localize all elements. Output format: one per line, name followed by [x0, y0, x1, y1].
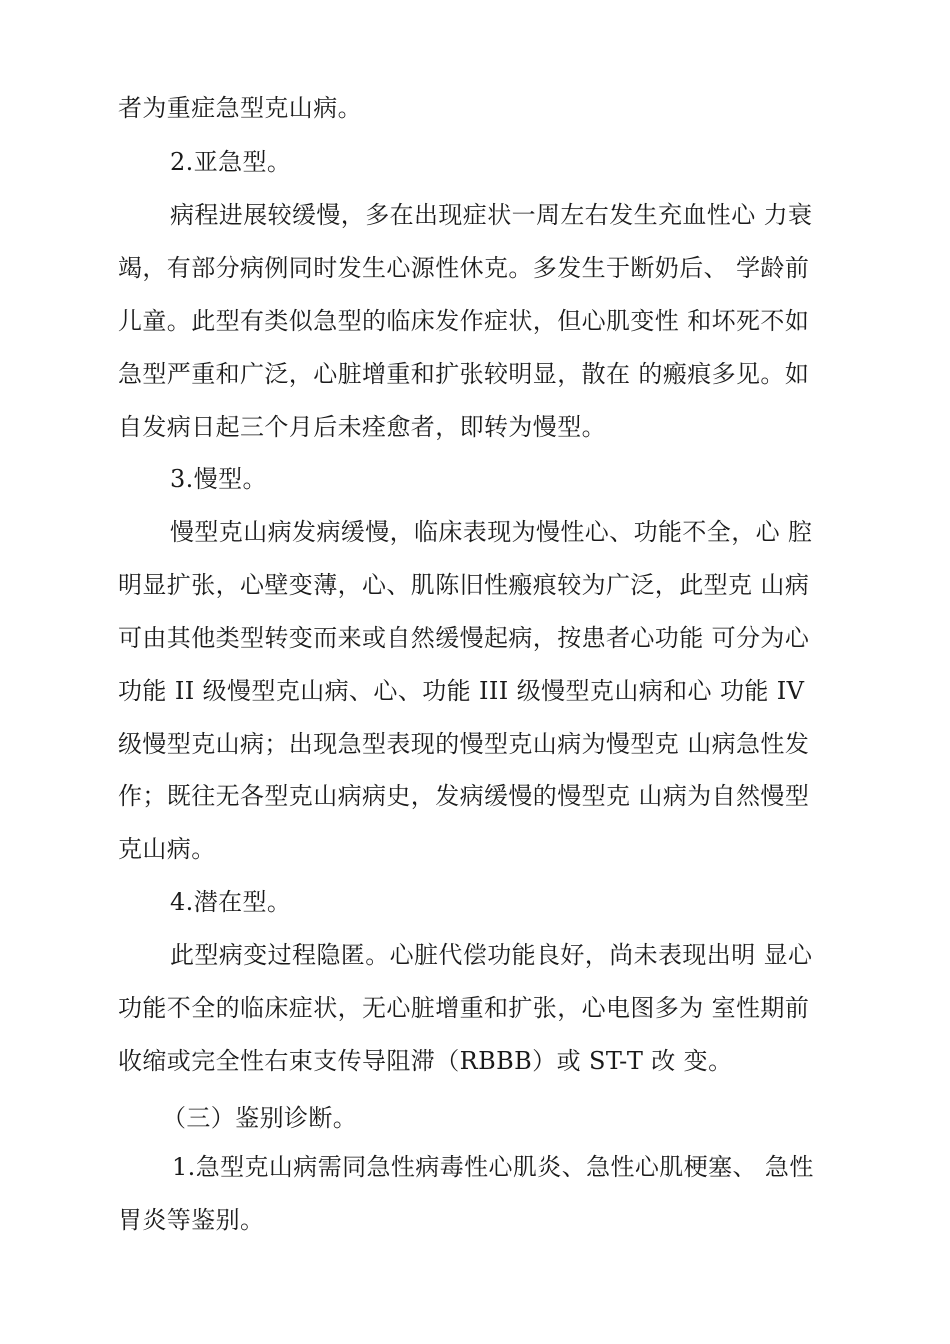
text-line: 急型严重和广泛，心脏增重和扩张较明显，散在 的瘢痕多见。如 — [118, 360, 810, 388]
text-line: 级慢型克山病；出现急型表现的慢型克山病为慢型克 山病急性发 — [118, 730, 810, 758]
text-line: 儿童。此型有类似急型的临床发作症状，但心肌变性 和坏死不如 — [118, 307, 810, 335]
section-heading: 3.慢型。 — [170, 465, 267, 493]
text-line: 胃炎等鉴别。 — [118, 1206, 265, 1234]
text-line: 此型病变过程隐匿。心脏代偿功能良好，尚未表现出明 显心 — [170, 941, 813, 969]
text-line: 自发病日起三个月后未痊愈者，即转为慢型。 — [118, 413, 606, 441]
text-line: 者为重症急型克山病。 — [118, 94, 362, 122]
text-line: 可由其他类型转变而来或自然缓慢起病，按患者心功能 可分为心 — [118, 624, 810, 652]
text-line: 病程进展较缓慢，多在出现症状一周左右发生充血性心 力衰 — [170, 201, 813, 229]
text-line: 功能不全的临床症状，无心脏增重和扩张，心电图多为 室性期前 — [118, 994, 810, 1022]
text-line: 作；既往无各型克山病病史，发病缓慢的慢型克 山病为自然慢型 — [118, 782, 810, 810]
text-line: 慢型克山病发病缓慢，临床表现为慢性心、功能不全，心 腔 — [170, 518, 813, 546]
text-line: 克山病。 — [118, 835, 216, 863]
text-line: 收缩或完全性右束支传导阻滞（RBBB）或 ST-T 改 变。 — [118, 1047, 733, 1075]
section-heading: 4.潜在型。 — [170, 888, 292, 916]
text-line: 1.急型克山病需同急性病毒性心肌炎、急性心肌梗塞、 急性 — [172, 1153, 814, 1181]
text-line: 竭，有部分病例同时发生心源性休克。多发生于断奶后、 学龄前 — [118, 254, 810, 282]
section-heading: 2.亚急型。 — [170, 148, 292, 176]
text-line: 功能 II 级慢型克山病、心、功能 III 级慢型克山病和心 功能 IV — [118, 677, 805, 705]
section-heading: （三）鉴别诊断。 — [162, 1104, 358, 1132]
text-line: 明显扩张，心壁变薄，心、肌陈旧性瘢痕较为广泛，此型克 山病 — [118, 571, 810, 599]
